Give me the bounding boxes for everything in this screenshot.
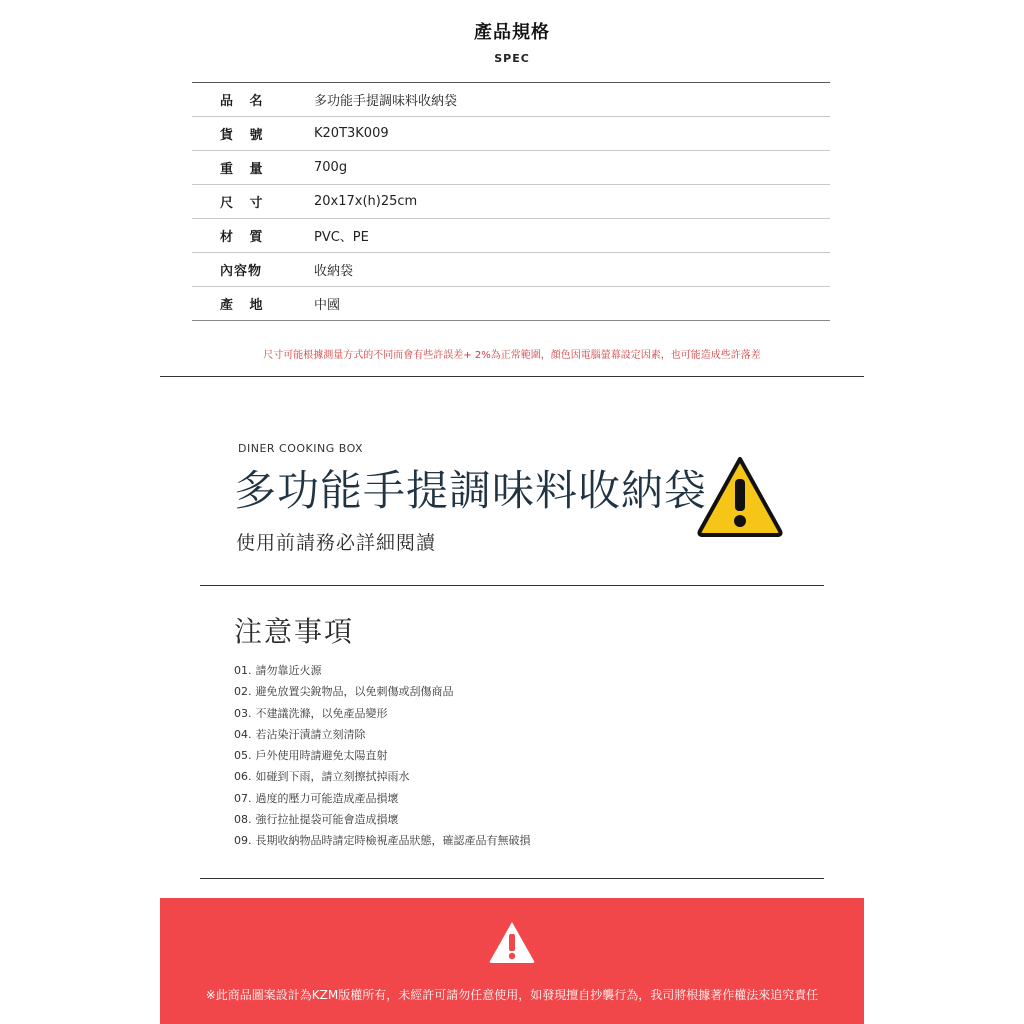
item-text: 如碰到下雨，請立刻擦拭掉雨水 — [255, 770, 410, 784]
spec-subtitle: SPEC — [494, 52, 530, 65]
spec-value: 多功能手提調味料收納袋 — [314, 94, 458, 109]
spec-title: 產品規格 — [474, 22, 550, 43]
list-item — [234, 809, 531, 830]
spec-label: 貨 號 — [220, 128, 269, 143]
spec-label: 產 地 — [220, 298, 269, 313]
notice-title: 注意事項 — [234, 615, 355, 648]
spec-note: 尺寸可能根據測量方式的不同而會有些許誤差+ 2%為正常範圍，顏色因電腦螢幕設定因素，也可能造成些許落差 — [263, 350, 761, 361]
warning-triangle-icon — [696, 455, 784, 537]
item-text: 過度的壓力可能造成產品損壞 — [255, 791, 399, 805]
spec-value: K20T3K009 — [314, 126, 389, 141]
spec-label: 品 名 — [220, 94, 269, 109]
brand-label: DINER COOKING BOX — [238, 442, 364, 455]
list-item — [234, 788, 531, 809]
section-divider — [160, 376, 864, 377]
spec-row-name — [192, 83, 830, 117]
alert-triangle-icon — [488, 920, 536, 964]
spec-value: 收納袋 — [314, 264, 354, 279]
spec-value: 20x17x(h)25cm — [314, 194, 418, 209]
spec-row-contents — [192, 253, 830, 287]
item-number: 01. — [234, 664, 252, 677]
list-item — [234, 703, 531, 724]
item-number: 02. — [234, 685, 252, 699]
list-item — [234, 660, 531, 681]
list-item — [234, 830, 531, 851]
item-number: 03. — [234, 706, 252, 720]
spec-row-material — [192, 219, 830, 253]
spec-value: 700g — [314, 160, 348, 175]
notice-list — [234, 660, 531, 852]
item-text: 若沾染汙漬請立刻清除 — [255, 727, 366, 741]
item-number: 09. — [234, 834, 252, 848]
spec-label: 材 質 — [220, 230, 269, 245]
spec-label: 尺 寸 — [220, 196, 269, 211]
item-text: 強行拉扯提袋可能會造成損壞 — [255, 813, 399, 827]
item-number: 07. — [234, 791, 252, 805]
list-item — [234, 724, 531, 745]
item-number: 05. — [234, 749, 252, 763]
spec-header — [0, 18, 1024, 65]
item-number: 06. — [234, 770, 252, 784]
list-item — [234, 766, 531, 787]
spec-row-size — [192, 185, 830, 219]
spec-table — [192, 82, 830, 321]
copyright-footer — [160, 898, 864, 1024]
item-text: 戶外使用時請避免太陽直射 — [255, 749, 388, 763]
product-title: 多功能手提調味料收納袋 — [234, 466, 708, 515]
item-number: 08. — [234, 813, 252, 827]
spec-row-weight — [192, 151, 830, 185]
spec-label: 內容物 — [220, 264, 263, 279]
item-text: 長期收納物品時請定時檢視產品狀態，確認產品有無破損 — [255, 834, 531, 848]
item-text: 不建議洗滌，以免產品變形 — [255, 706, 388, 720]
read-before-use-note: 使用前請務必詳細閱讀 — [236, 532, 437, 554]
list-item — [234, 745, 531, 766]
spec-value: PVC、PE — [314, 230, 369, 245]
spec-row-item-no — [192, 117, 830, 151]
item-text: 避免放置尖銳物品，以免刺傷或刮傷商品 — [255, 685, 454, 699]
item-text: 請勿靠近火源 — [255, 664, 322, 677]
spec-value: 中國 — [314, 298, 341, 313]
section-divider — [200, 585, 824, 586]
list-item — [234, 681, 531, 702]
spec-label: 重 量 — [220, 162, 269, 177]
item-number: 04. — [234, 727, 252, 741]
copyright-text: ※此商品圖案設計為KZM版權所有，未經許可請勿任意使用，如發現擅自抄襲行為，我司將根據著作權法來追究責任 — [205, 988, 819, 1002]
section-divider — [200, 878, 824, 879]
spec-row-origin — [192, 287, 830, 321]
